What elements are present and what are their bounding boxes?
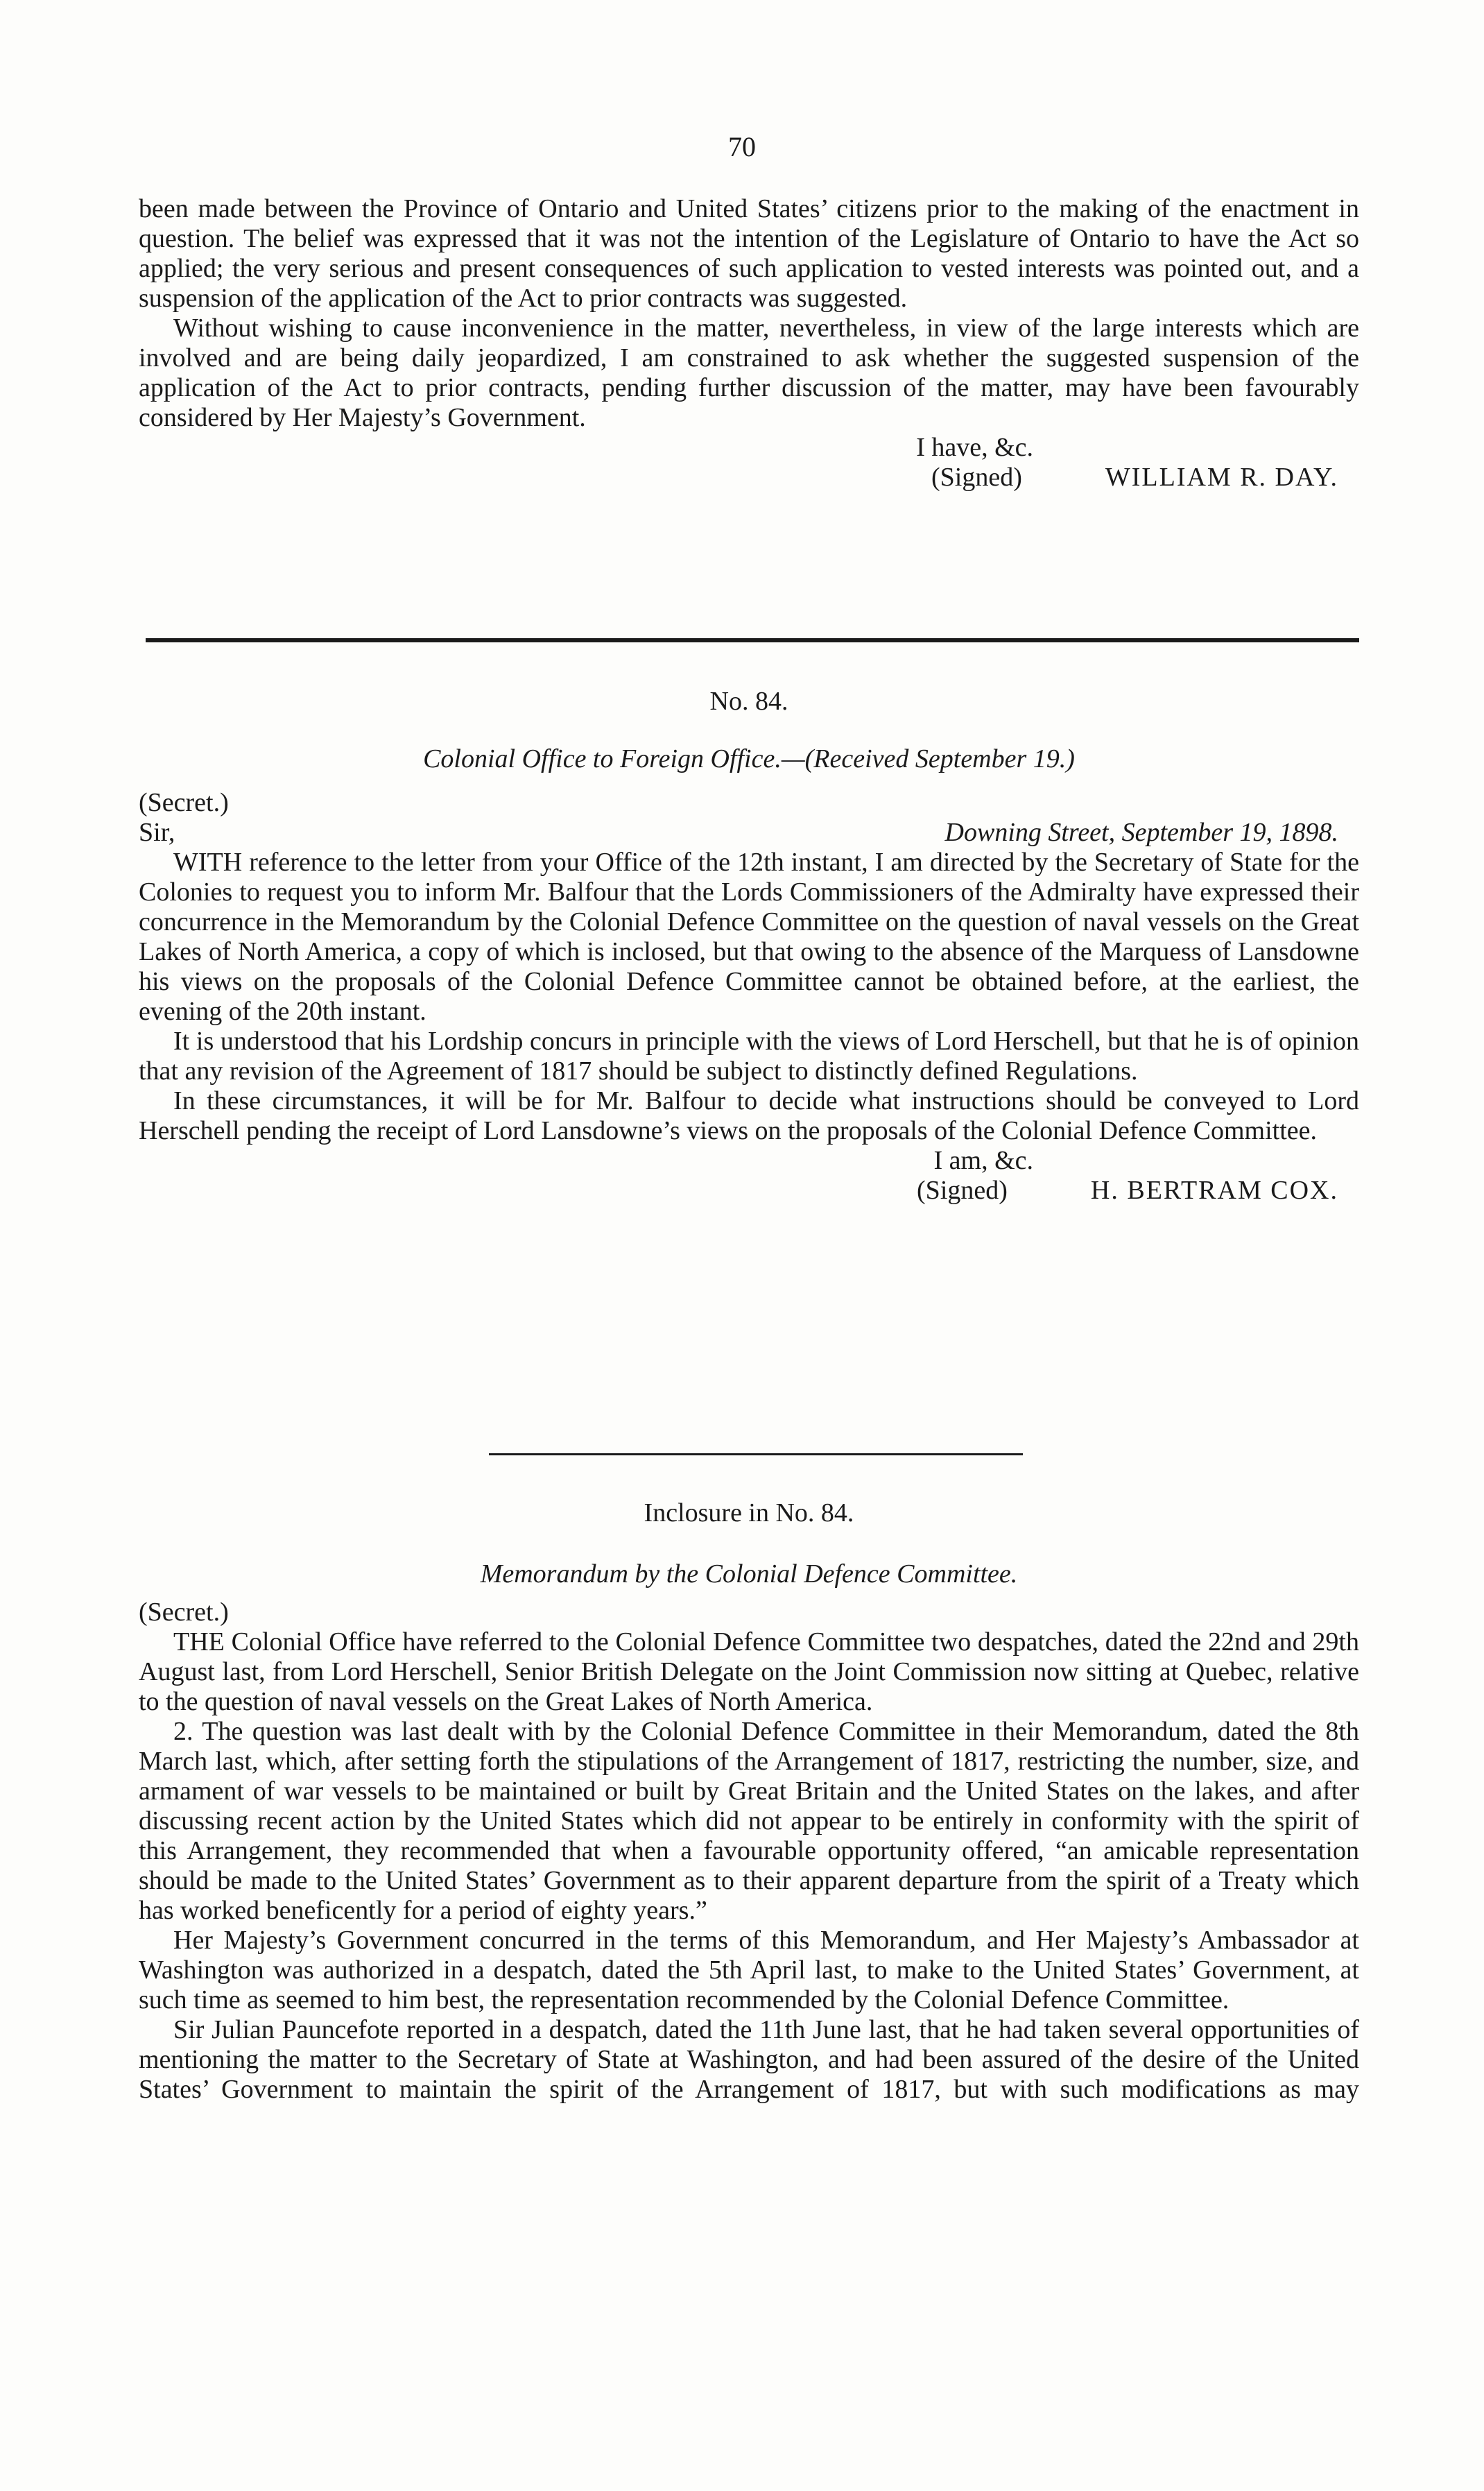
closing-row — [139, 1146, 1359, 1176]
page-number: 70 — [728, 131, 756, 162]
body-paragraph: In these circumstances, it will be for Mr. Balfour to decide what instructions should be conveyed to Lord Herschell pending the receipt of Lord Lansdowne’s views on the proposals of the Colonial Defence Committee. — [139, 1086, 1359, 1145]
signed-label: (Signed) — [931, 463, 1022, 492]
secret-marking: (Secret.) — [139, 788, 229, 817]
inclosure-divider — [489, 1453, 1023, 1455]
letter-continuation — [139, 194, 1359, 493]
salutation-dateline — [139, 818, 1359, 848]
section-divider — [146, 638, 1359, 642]
signed-label: (Signed) — [917, 1176, 1008, 1205]
letter-closing-row — [139, 433, 1359, 463]
letter-closing: I have, &c. — [916, 433, 1033, 462]
salutation: Sir, — [139, 818, 175, 847]
memo-paragraph: Sir Julian Pauncefote reported in a despatch, dated the 11th June last, that he had taken several opportunities of mentioning the matter to the Secretary of State at Washington, and had been assured of the desire of the United States’ Government to maintain the spirit of the Arrangement of 1817, but with such modifications as may — [139, 2015, 1359, 2104]
memo-paragraph: 2. The question was last dealt with by the Colonial Defence Committee in their Memorandum, dated the 8th March last, which, after setting forth the stipulations of the Arrangement of 1817, restricting the number, size, and armament of war vessels to be maintained or built by Great Britain and the United States on the lakes, and after discussing recent action by the United States which did not appear to be entirely in conformity with the spirit of this Arrangement, they recommended that when a favourable opportunity offered, “an amicable representation should be made to the United States’ Government as to their apparent departure from the spirit of a Treaty which has worked beneficently for a period of eighty years.” — [139, 1717, 1359, 1925]
signer-name: H. BERTRAM COX. — [1090, 1176, 1338, 1205]
dateline: Downing Street, September 19, 1898. — [944, 818, 1338, 847]
inclosure-title: Inclosure in No. 84. — [644, 1498, 854, 1527]
document-heading: Colonial Office to Foreign Office.—(Received September 19.) — [423, 744, 1075, 773]
letter-paragraph: Without wishing to cause inconvenience in the matter, nevertheless, in view of the large interests which are involved and are being daily jeopardized, I am constrained to ask whether the suggested suspension of the application of the Act to prior contracts, pending further discussion of the matter, may have been favourably considered by Her Majesty’s Government. — [139, 314, 1359, 432]
document-number: No. 84. — [709, 687, 788, 716]
secret-marking: (Secret.) — [139, 1598, 229, 1627]
signature-row — [139, 1176, 1359, 1206]
inclosure-subtitle: Memorandum by the Colonial Defence Committee. — [480, 1559, 1018, 1589]
letter-signature-row — [139, 463, 1359, 493]
inclosure — [139, 1498, 1359, 2105]
memo-paragraph: Her Majesty’s Government concurred in the terms of this Memorandum, and Her Majesty’s Ambassador at Washington was authorized in a despatch, dated the 5th April last, to make to the United States’ Government, at such time as seemed to him best, the representation recommended by the Colonial Defence Committee. — [139, 1926, 1359, 2014]
body-paragraph: It is understood that his Lordship concurs in principle with the views of Lord Herschell, but that he is of opinion that any revision of the Agreement of 1817 should be subject to distinctly defined Regulations. — [139, 1027, 1359, 1086]
document-no-84 — [139, 687, 1359, 1206]
signer-name: WILLIAM R. DAY. — [1105, 463, 1338, 492]
memo-paragraph: THE Colonial Office have referred to the Colonial Defence Committee two despatches, dated the 22nd and 29th August last, from Lord Herschell, Senior British Delegate on the Joint Commission now sitting at Quebec, relative to the question of naval vessels on the Great Lakes of North America. — [139, 1627, 1359, 1716]
body-paragraph: WITH reference to the letter from your Office of the 12th instant, I am directed by the Secretary of State for the Colonies to request you to inform Mr. Balfour that the Lords Commissioners of the Admiralty have expressed their concurrence in the Memorandum by the Colonial Defence Committee on the question of naval vessels on the Great Lakes of North America, a copy of which is inclosed, but that owing to the absence of the Marquess of Lansdowne his views on the proposals of the Colonial Defence Committee cannot be obtained before, at the earliest, the evening of the 20th instant. — [139, 848, 1359, 1026]
closing: I am, &c. — [933, 1146, 1033, 1175]
letter-paragraph: been made between the Province of Ontario and United States’ citizens prior to the making of the enactment in question. The belief was expressed that it was not the intention of the Legislature of Ontario to have the Act so applied; the very serious and present consequences of such application to vested interests was pointed out, and a suspension of the application of the Act to prior contracts was suggested. — [139, 194, 1359, 313]
